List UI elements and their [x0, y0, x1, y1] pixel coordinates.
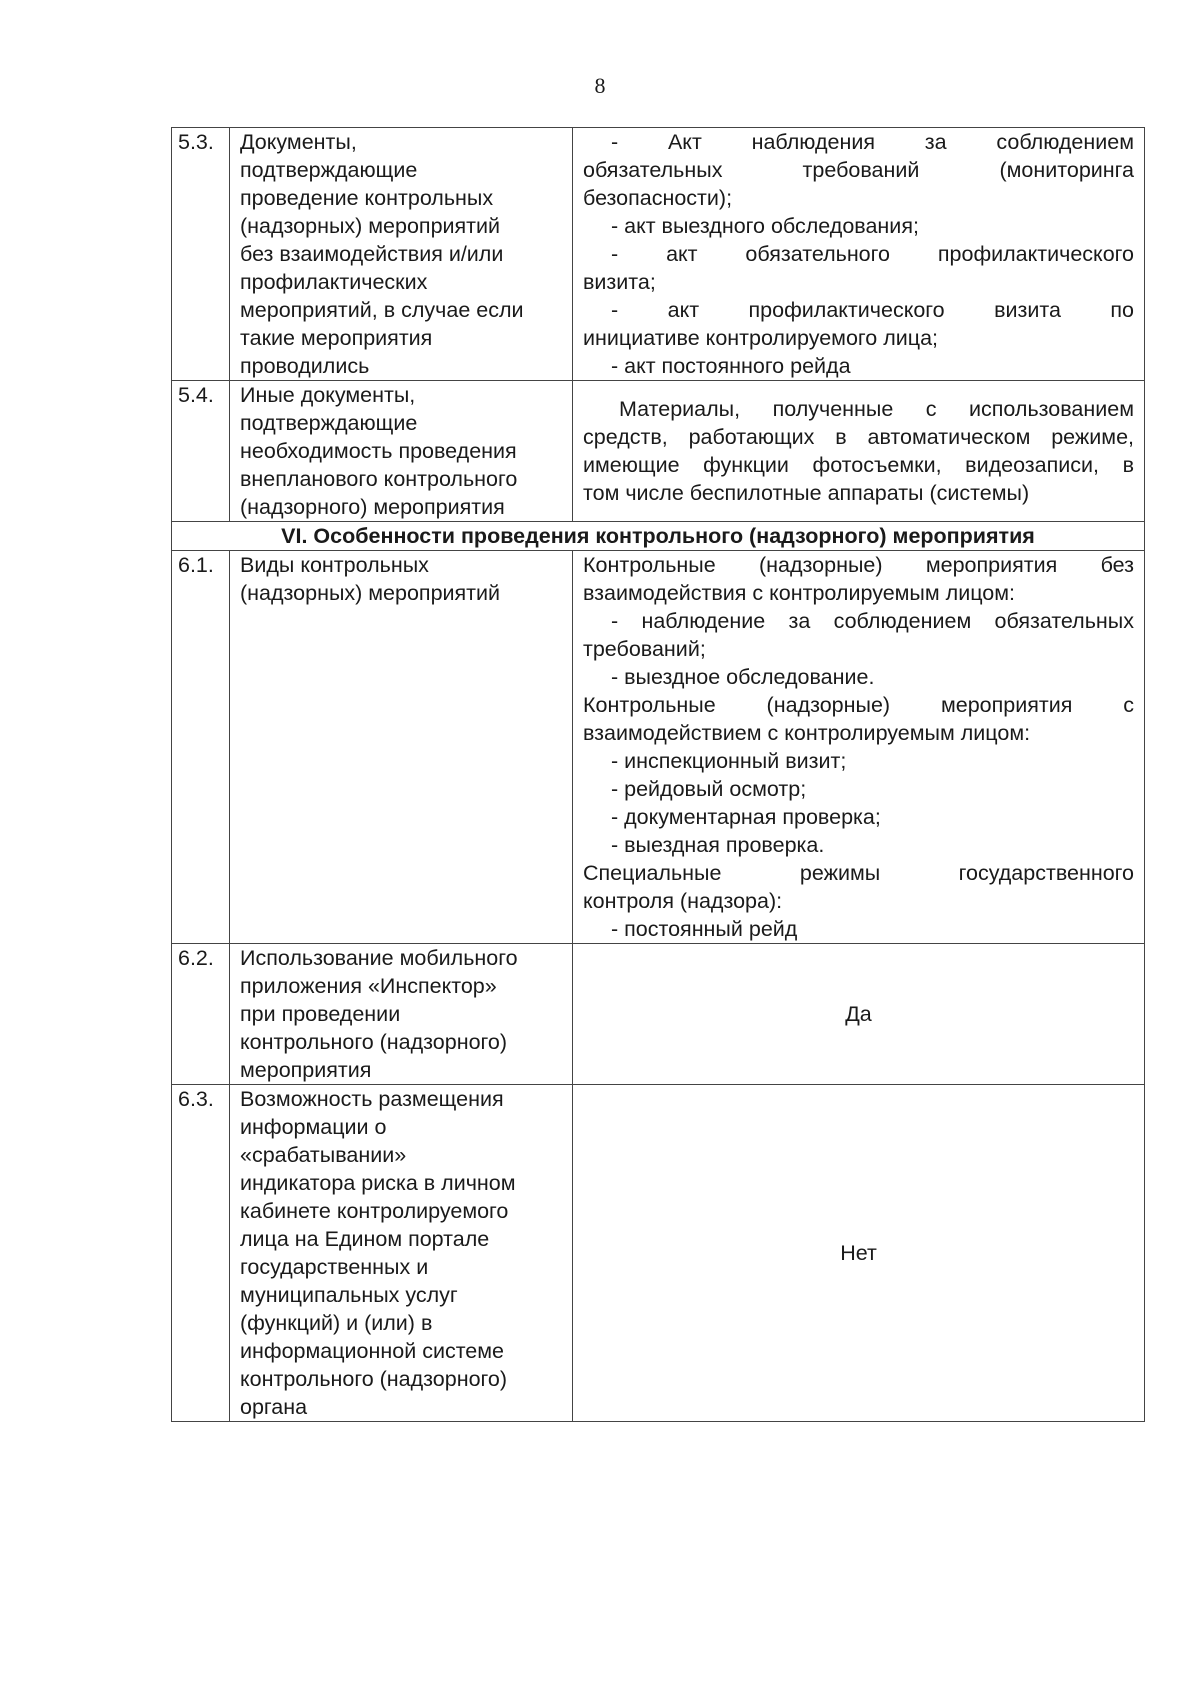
- content-line: том числе беспилотные аппараты (системы): [583, 481, 1030, 505]
- content-line: Материалы, полученные с использованием: [619, 397, 1134, 421]
- title-line: (надзорного) мероприятия: [240, 495, 505, 519]
- content-line: - наблюдение за соблюдением обязательных: [611, 609, 1134, 633]
- row-content: [573, 128, 1145, 381]
- content-line: - выездная проверка.: [611, 833, 825, 857]
- title-line: контрольного (надзорного): [240, 1030, 508, 1054]
- row-number: 6.1.: [172, 551, 230, 944]
- title-line: лица на Едином портале: [240, 1227, 490, 1251]
- content-line: - документарная проверка;: [611, 805, 881, 829]
- title-line: (надзорных) мероприятий: [240, 214, 501, 238]
- title-line: приложения «Инспектор»: [240, 974, 497, 998]
- content-line: обязательных требований (мониторинга: [583, 158, 1134, 182]
- section-heading-row: [172, 522, 1145, 551]
- row-number: 5.3.: [172, 128, 230, 381]
- title-line: Документы,: [240, 130, 357, 154]
- content-line: - выездное обследование.: [611, 665, 875, 689]
- title-line: мероприятия: [240, 1058, 372, 1082]
- row-number: 6.3.: [172, 1085, 230, 1422]
- content-line: имеющие функции фотосъемки, видеозаписи, в: [583, 453, 1134, 477]
- title-line: Виды контрольных: [240, 553, 429, 577]
- content-line: Контрольные (надзорные) мероприятия с: [583, 693, 1134, 717]
- content-line: взаимодействия с контролируемым лицом:: [583, 581, 1015, 605]
- content-line: требований;: [583, 637, 706, 661]
- title-line: Иные документы,: [240, 383, 416, 407]
- title-line: Возможность размещения: [240, 1087, 504, 1111]
- title-line: проведение контрольных: [240, 186, 494, 210]
- title-line: (надзорных) мероприятий: [240, 581, 501, 605]
- title-line: информации о: [240, 1115, 387, 1139]
- row-value: Да: [573, 944, 1145, 1085]
- document-table: [171, 127, 1145, 1422]
- content-line: инициативе контролируемого лица;: [583, 326, 939, 350]
- row-title: [230, 551, 573, 944]
- title-line: органа: [240, 1395, 308, 1419]
- title-line: без взаимодействия и/или: [240, 242, 504, 266]
- title-line: контрольного (надзорного): [240, 1367, 508, 1391]
- content-line: Контрольные (надзорные) мероприятия без: [583, 553, 1134, 577]
- content-line: безопасности);: [583, 186, 733, 210]
- title-line: индикатора риска в личном: [240, 1171, 516, 1195]
- row-number: 6.2.: [172, 944, 230, 1085]
- row-title: [230, 381, 573, 522]
- section-heading: VI. Особенности проведения контрольного (надзорного) мероприятия: [172, 522, 1145, 551]
- title-line: муниципальных услуг: [240, 1283, 458, 1307]
- row-title: [230, 1085, 573, 1422]
- table-row-6-1: [172, 551, 1145, 944]
- row-value: Нет: [573, 1085, 1145, 1422]
- title-line: подтверждающие: [240, 158, 418, 182]
- title-line: Использование мобильного: [240, 946, 518, 970]
- row-number: 5.4.: [172, 381, 230, 522]
- title-line: (функций) и (или) в: [240, 1311, 433, 1335]
- row-content: [573, 551, 1145, 944]
- content-line: средств, работающих в автоматическом режиме,: [583, 425, 1134, 449]
- content-line: - акт профилактического визита по: [611, 298, 1134, 322]
- title-line: «срабатывании»: [240, 1143, 407, 1167]
- content-line: - постоянный рейд: [611, 917, 798, 941]
- content-line: визита;: [583, 270, 656, 294]
- table-row-6-3: [172, 1085, 1145, 1422]
- page-number: 8: [594, 73, 606, 98]
- row-title: [230, 128, 573, 381]
- content-line: - инспекционный визит;: [611, 749, 847, 773]
- content-line: - Акт наблюдения за соблюдением: [611, 130, 1134, 154]
- table-row-5-3: [172, 128, 1145, 381]
- row-content: [573, 381, 1145, 522]
- content-line: - акт выездного обследования;: [611, 214, 919, 238]
- title-line: информационной системе: [240, 1339, 505, 1363]
- title-line: государственных и: [240, 1255, 429, 1279]
- title-line: профилактических: [240, 270, 428, 294]
- title-line: такие мероприятия: [240, 326, 433, 350]
- title-line: проводились: [240, 354, 370, 378]
- title-line: кабинете контролируемого: [240, 1199, 509, 1223]
- title-line: мероприятий, в случае если: [240, 298, 524, 322]
- content-line: - рейдовый осмотр;: [611, 777, 807, 801]
- content-line: контроля (надзора):: [583, 889, 783, 913]
- table-row-5-4: [172, 381, 1145, 522]
- content-line: - акт обязательного профилактического: [611, 242, 1134, 266]
- title-line: при проведении: [240, 1002, 401, 1026]
- row-title: [230, 944, 573, 1085]
- title-line: внепланового контрольного: [240, 467, 518, 491]
- table-row-6-2: [172, 944, 1145, 1085]
- content-line: - акт постоянного рейда: [611, 354, 851, 378]
- title-line: подтверждающие: [240, 411, 418, 435]
- content-line: взаимодействием с контролируемым лицом:: [583, 721, 1031, 745]
- title-line: необходимость проведения: [240, 439, 517, 463]
- content-line: Специальные режимы государственного: [583, 861, 1134, 885]
